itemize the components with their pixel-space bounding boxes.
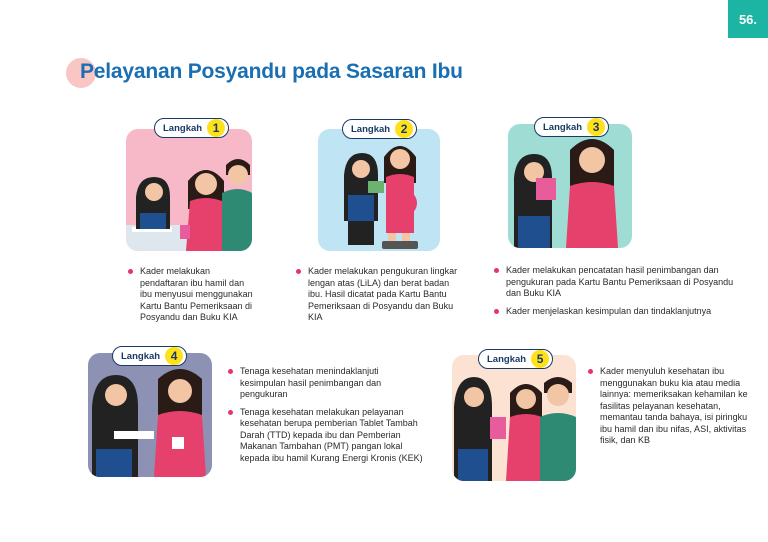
step-5-number: 5 <box>531 350 549 368</box>
step-1-bullets <box>128 266 258 330</box>
step-3-bullets <box>494 265 734 323</box>
bullet-icon <box>228 369 233 374</box>
step-4-badge-label: Langkah <box>121 350 161 362</box>
step-2-illustration <box>318 129 440 251</box>
step-2-badge-label: Langkah <box>351 123 391 135</box>
step-5-bullets <box>588 366 748 453</box>
step-5-illustration <box>452 355 576 481</box>
step-4-bullet: Tenaga kesehatan melakukan pelayanan kesehatan berupa pemberian Tablet Tambah Darah (TTD) kepada ibu dan Pemberian Makanan Tambahan (PMT) pangan lokal kepada ibu hamil Kurang Energi Kronis (KEK) <box>228 407 424 465</box>
step-1-number: 1 <box>207 119 225 137</box>
step-2-bullet: Kader melakukan pengukuran lingkar lengan atas (LiLA) dan berat badan ibu. Hasil dicatat pada Kartu Bantu Pemeriksaan di Posyandu dan Buku KIA <box>296 266 462 324</box>
page-number: 56. <box>728 0 768 38</box>
step-5-badge-label: Langkah <box>487 353 527 365</box>
bullet-icon <box>588 369 593 374</box>
step-1-bullet: Kader melakukan pendaftaran ibu hamil dan ibu menyusui menggunakan Kartu Bantu Pemeriksaan di Posyandu dan Buku KIA <box>128 266 258 324</box>
bullet-icon <box>494 309 499 314</box>
bullet-icon <box>228 410 233 415</box>
step-4-bullet: Tenaga kesehatan menindaklanjuti kesimpulan hasil penimbangan dan pengukuran <box>228 366 424 401</box>
step-3-illustration <box>508 121 632 248</box>
step-4-badge <box>112 346 187 366</box>
bullet-icon <box>128 269 133 274</box>
step-4-number: 4 <box>165 347 183 365</box>
step-5-bullet: Kader menyuluh kesehatan ibu menggunakan buku kia atau media lainnya: memeriksakan kehamilan ke fasilitas pelayanan kesehatan, memantau tanda bahaya, isi piringku ibu hamil dan ibu nifas, ASI, aktivitas fisik, dan KB <box>588 366 748 447</box>
step-1-illustration <box>126 129 252 251</box>
step-4-illustration <box>88 350 212 477</box>
step-2-bullets <box>296 266 462 330</box>
page-title: Pelayanan Posyandu pada Sasaran Ibu <box>80 60 463 83</box>
bullet-icon <box>296 269 301 274</box>
bullet-icon <box>494 268 499 273</box>
step-1-badge-label: Langkah <box>163 122 203 134</box>
step-2-number: 2 <box>395 120 413 138</box>
step-3-badge-label: Langkah <box>543 121 583 133</box>
step-1-badge <box>154 118 229 138</box>
step-5-badge <box>478 349 553 369</box>
step-3-badge <box>534 117 609 137</box>
step-4-bullets <box>228 366 424 470</box>
step-2-badge <box>342 119 417 139</box>
step-3-bullet: Kader menjelaskan kesimpulan dan tindaklanjutnya <box>494 306 734 318</box>
step-3-number: 3 <box>587 118 605 136</box>
step-3-bullet: Kader melakukan pencatatan hasil penimbangan dan pengukuran pada Kartu Bantu Pemeriksaan di Posyandu dan Buku KIA <box>494 265 734 300</box>
